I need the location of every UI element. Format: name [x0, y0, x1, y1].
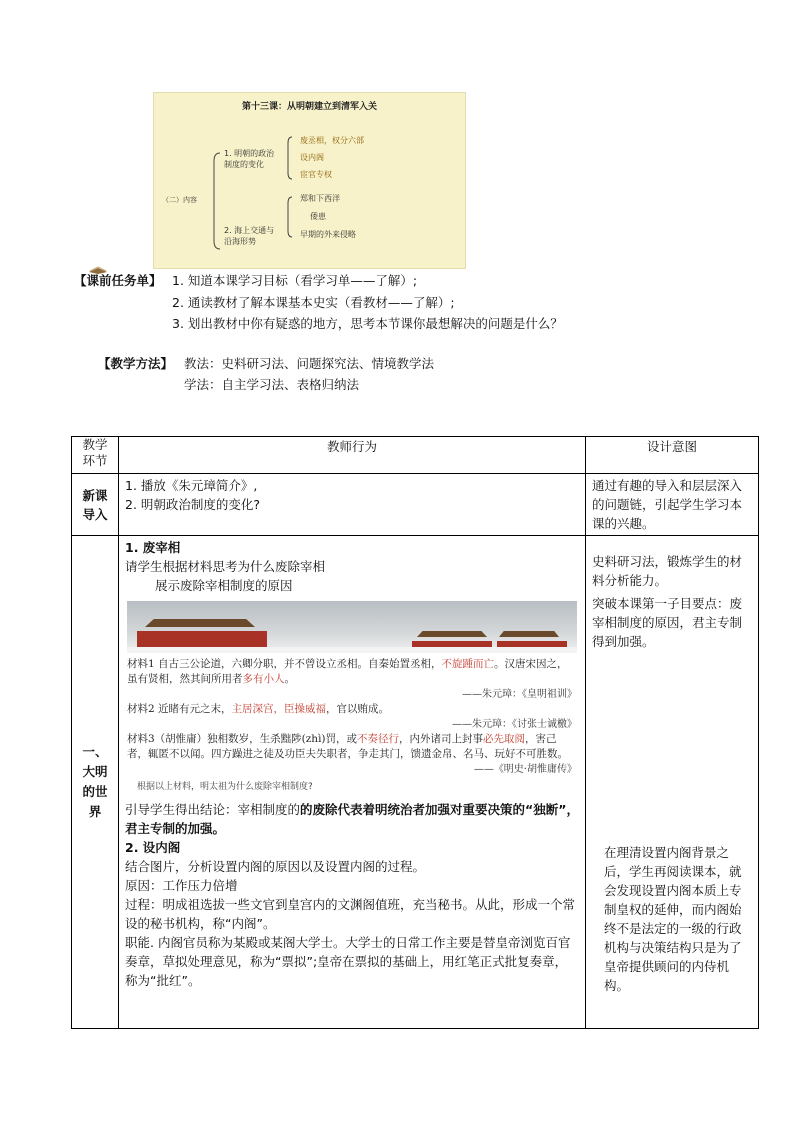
task-item-2: 2. 通读教材了解本课基本史实（看教材——了解）; [172, 295, 455, 310]
task-item-1: 1. 知道本课学习目标（看学习单——了解）; [172, 273, 418, 288]
heading-cabinet: 2. 设内阁 [125, 840, 181, 855]
table-row [72, 474, 759, 536]
intent-ming-world: 史料研习法，锻炼学生的材料分析能力。 突破本课第一子目要点：废宰相制度的原因，君主专制得到加强。 在理清设置内阁背景之后，学生再阅读课本，就会发现设置内阁本质上专制皇权的延伸，而内阁始终不是法定的一级的行政机构与决策结构只是为了皇帝提供顾问的内侍机构。 [586, 536, 759, 1029]
header-intent: 设计意图 [586, 437, 759, 474]
table-header-row [72, 437, 759, 474]
mindmap-leaf: 倭患 [310, 212, 326, 221]
learning-method: 学法：自主学习法、表格归纳法 [184, 377, 360, 392]
mindmap-branch-1: 1. 明朝的政治 制度的变化 [224, 149, 275, 169]
mindmap-leaf: 宦官专权 [300, 170, 332, 179]
conclusion: 引导学生得出结论：宰相制度的的废除代表着明统治者加强对重要决策的“独断”，君主专制的加强。 [125, 802, 579, 836]
segment-ming-world: 一、大明的世界 [72, 536, 119, 1029]
intent-intro: 通过有趣的导入和层层深入的问题链，引起学生学习本课的兴趣。 [586, 474, 759, 536]
lesson-mindmap-image [153, 92, 466, 269]
mindmap-brackets [154, 93, 465, 268]
forbidden-city-photo [127, 601, 577, 653]
material-1: 材料1 自古三公论道，六卿分职，并不曾设立丞相。自秦始置丞相，不旋踵而亡。汉唐宋因之，虽有贤相，然其间所用者多有小人。 [127, 658, 568, 685]
mindmap-title: 第十三课：从明朝建立到清军入关 [241, 102, 377, 112]
material-2: 材料2 近睹有元之末，主居深宫，臣操威福，官以贿成。 [127, 703, 390, 715]
teacher-ming-world: 1. 废宰相 请学生根据材料思考为什么废除宰相 展示废除宰相制度的原因 材料1 自古三公论道，六卿分职，并不曾设立丞相。自秦始置丞相，不旋踵而亡。汉唐宋因之，虽有贤相，然其间所用者多有小人。 ——朱元璋：《皇明祖训》 材料2 近睹有元之末，主居深宫，臣操威福，官以贿成。 ——朱元璋：《讨张士诚檄》 材料3（胡惟庸）独相数岁，生杀黜陟(zhì)罚，或不奏径行，内外诸司上封事必先取阅，害己者，辄匿不以闻。四方躁进之徒及功臣夫失职者，争走其门，馈遗金帛、名马、玩好不可胜数。 ——《明史·胡惟庸传》 根据以上材料，明太祖为什么废除宰相制度? 引导学生得出结论：宰相制度的的废除代表着明统治者加强对重要决策的“独断”，君主专制的加强。 2. 设内阁 结合图片，分析设置内阁的原因以及设置内阁的过程。 原因：工作压力倍增 过程：明成祖选拔一些文官到皇宫内的文渊阁值班，充当秘书。从此，形成一个常设的秘书机构，称“内阁”。 职能. 内阁官员称为某殿或某阁大学士。大学士的日常工作主要是替皇帝浏览百官奏章，草拟处理意见，称为“票拟”;皇帝在票拟的基础上，用红笔正式批复奏章，称为“批红”。 [119, 536, 586, 1029]
mindmap-leaf: 设内阁 [300, 153, 324, 162]
material-3: 材料3（胡惟庸）独相数岁，生杀黜陟(zhì)罚，或不奏径行，内外诸司上封事必先取阅，害己者，辄匿不以闻。四方躁进之徒及功臣夫失职者，争走其门，馈遗金帛、名马、玩好不可胜数。 [127, 733, 568, 760]
lesson-plan-table [71, 436, 759, 1029]
teacher-intro: 1. 播放《朱元璋简介》, 2. 明朝政治制度的变化? [119, 474, 586, 536]
teaching-method: 教法：史料研习法、问题探究法、情境教学法 [184, 356, 435, 371]
segment-intro: 新课导入 [72, 474, 119, 536]
header-teacher: 教师行为 [119, 437, 586, 474]
task-list-label: 【课前任务单】 [74, 273, 162, 288]
methods-label: 【教学方法】 [98, 356, 174, 371]
table-row [72, 536, 759, 1029]
mindmap-root: （二）内容 [162, 196, 197, 204]
source-material: 材料1 自古三公论道，六卿分职，并不曾设立丞相。自秦始置丞相，不旋踵而亡。汉唐宋因之，虽有贤相，然其间所用者多有小人。 ——朱元璋：《皇明祖训》 材料2 近睹有元之末，主居深宫，臣操威福，官以贿成。 ——朱元璋：《讨张士诚檄》 材料3（胡惟庸）独相数岁，生杀黜陟(zhì)罚，或不奏径行，内外诸司上封事必先取阅，害己者，辄匿不以闻。四方躁进之徒及功臣夫失职者，争走其门，馈遗金帛、名马、玩好不可胜数。 ——《明史·胡惟庸传》 [127, 658, 577, 775]
mindmap-leaf: 废丞相，权分六部 [300, 136, 364, 145]
material-question: 根据以上材料，明太祖为什么废除宰相制度? [137, 782, 313, 792]
header-segment: 教学环节 [72, 437, 119, 474]
mindmap-branch-2: 2. 海上交通与 沿海形势 [224, 226, 275, 246]
task-item-3: 3. 划出教材中你有疑惑的地方，思考本节课你最想解决的问题是什么？ [172, 316, 563, 331]
heading-abolish-chancellor: 1. 废宰相 [125, 540, 181, 555]
mindmap-leaf: 郑和下西洋 [300, 194, 340, 203]
mindmap-leaf: 早期的外来侵略 [300, 230, 356, 239]
